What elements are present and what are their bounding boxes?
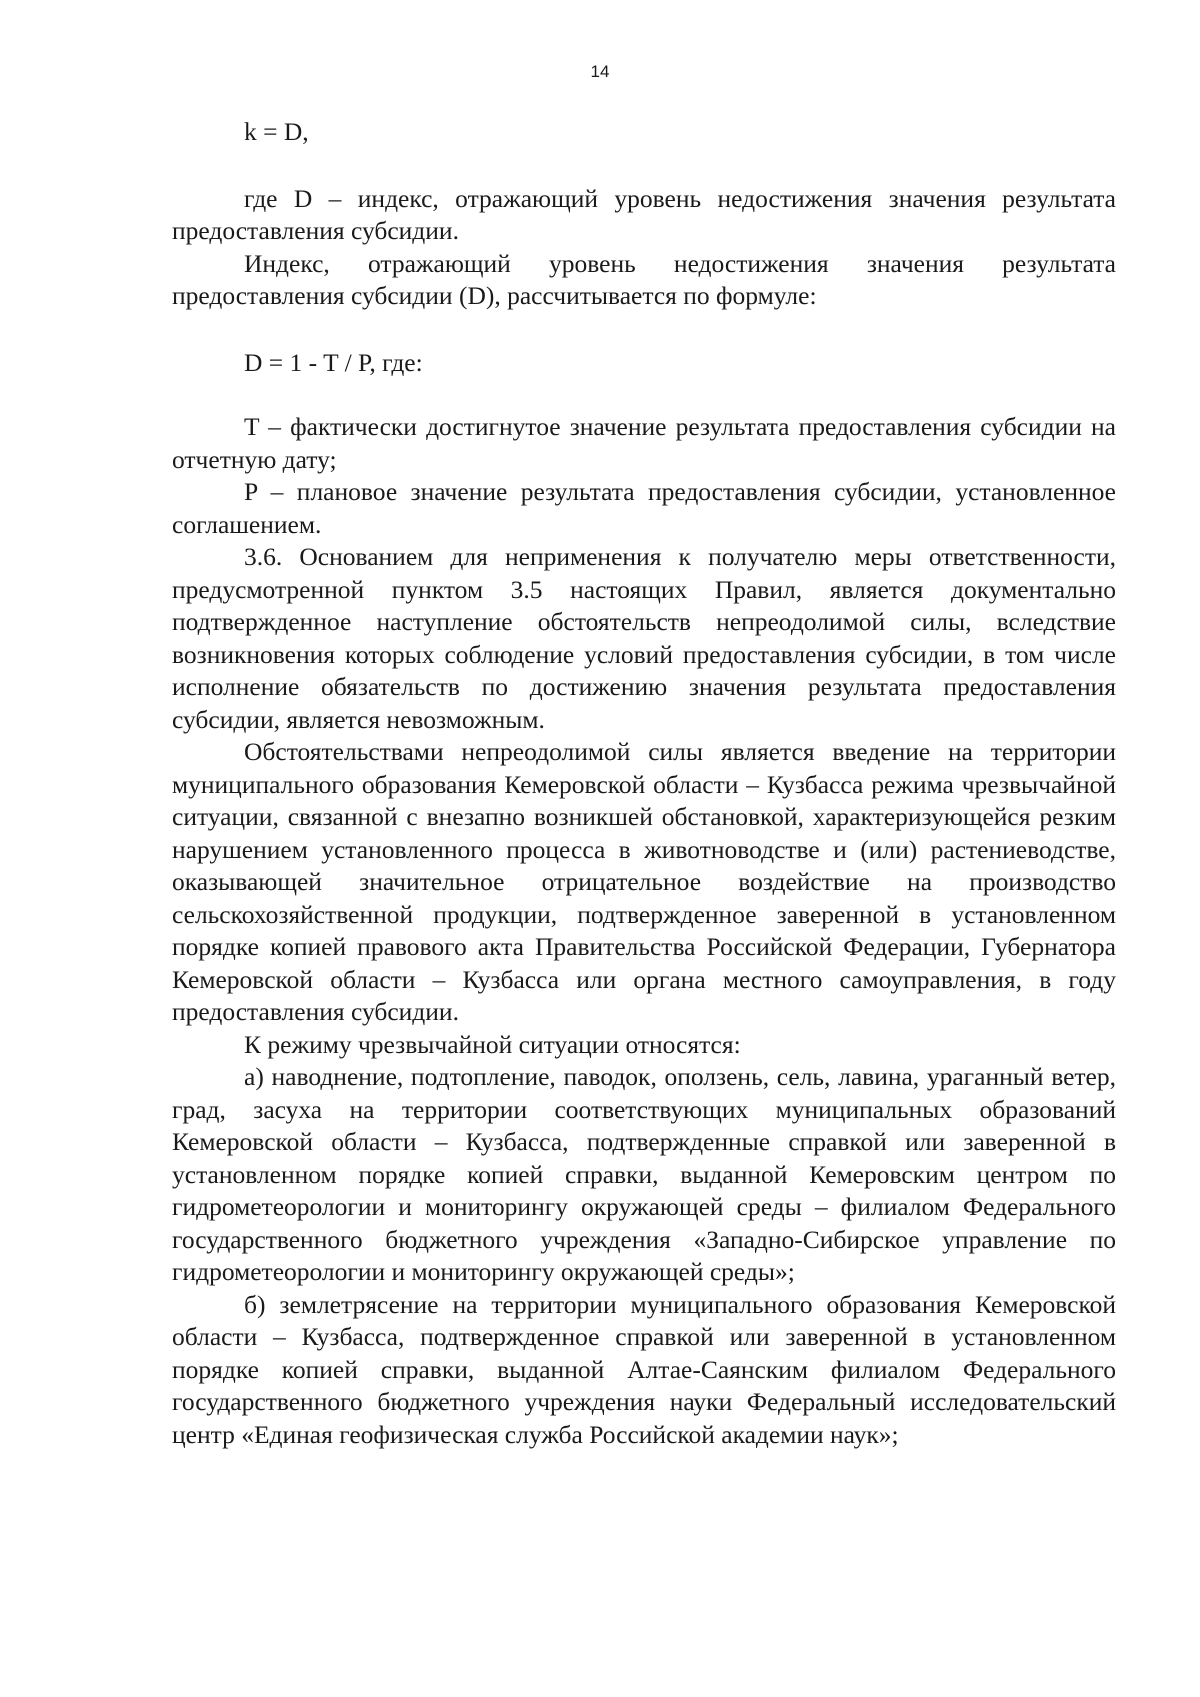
paragraph-3-6: 3.6. Основанием для неприменения к получателю меры ответственности, предусмотренной пунктом 3.5 настоящих Правил, является документально подтвержденное наступление обстоятельств непреодолимой силы, вследствие возникновения которых соблюдение условий предоставления субсидии, в том числе исполнение обязательств по достижению значения результата предоставления субсидии, является невозможным. bbox=[172, 542, 1116, 734]
formula-k: k = D, bbox=[244, 117, 309, 146]
paragraph-index-calculation: Индекс, отражающий уровень недостижения значения результата предоставления субсидии (D), рассчитывается по формуле: bbox=[172, 248, 1116, 310]
formula-d: D = 1 - T / P, где: bbox=[244, 347, 423, 377]
paragraph-t-definition: T – фактически достигнутое значение результата предоставления субсидии на отчетную дату; bbox=[172, 412, 1116, 474]
page-number: 14 bbox=[590, 62, 610, 81]
paragraph-p-definition: P – плановое значение результата предоставления субсидии, установленное соглашением. bbox=[172, 477, 1116, 539]
paragraph-where-d: где D – индекс, отражающий уровень недостижения значения результата предоставления субсидии. bbox=[172, 183, 1116, 245]
list-item-b: б) землетрясение на территории муниципального образования Кемеровской области – Кузбасса, подтвержденное справкой или заверенной в установленном порядке копией справки, выданной Алтае-Саянским филиалом Федерального государственного бюджетного учреждения науки Федеральный исследовательский центр «Единая геофизическая служба Российской академии наук»; bbox=[172, 1289, 1116, 1449]
list-item-a: а) наводнение, подтопление, паводок, оползень, сель, лавина, ураганный ветер, град, засуха на территории соответствующих муниципальных образований Кемеровской области – Кузбасса, подтвержденные справкой или заверенной в установленном порядке копией справки, выданной Кемеровским центром по гидрометеорологии и мониторингу окружающей среды – филиалом Федерального государственного бюджетного учреждения «Западно-Сибирское управление по гидрометеорологии и мониторингу окружающей среды»; bbox=[172, 1062, 1116, 1286]
document-body bbox=[172, 116, 1116, 1451]
paragraph-force-majeure: Обстоятельствами непреодолимой силы является введение на территории муниципального образования Кемеровской области – Кузбасса режима чрезвычайной ситуации, связанной с внезапно возникшей обстановкой, характеризующейся резким нарушением установленного процесса в животноводстве и (или) растениеводстве, оказывающей значительное отрицательное воздействие на производство сельскохозяйственной продукции, подтвержденное заверенной в установленном порядке копией правового акта Правительства Российской Федерации, Губернатора Кемеровской области – Кузбасса или органа местного самоуправления, в году предоставления субсидии. bbox=[172, 737, 1116, 1026]
paragraph-emergency-intro: К режиму чрезвычайной ситуации относятся: bbox=[244, 1029, 741, 1059]
